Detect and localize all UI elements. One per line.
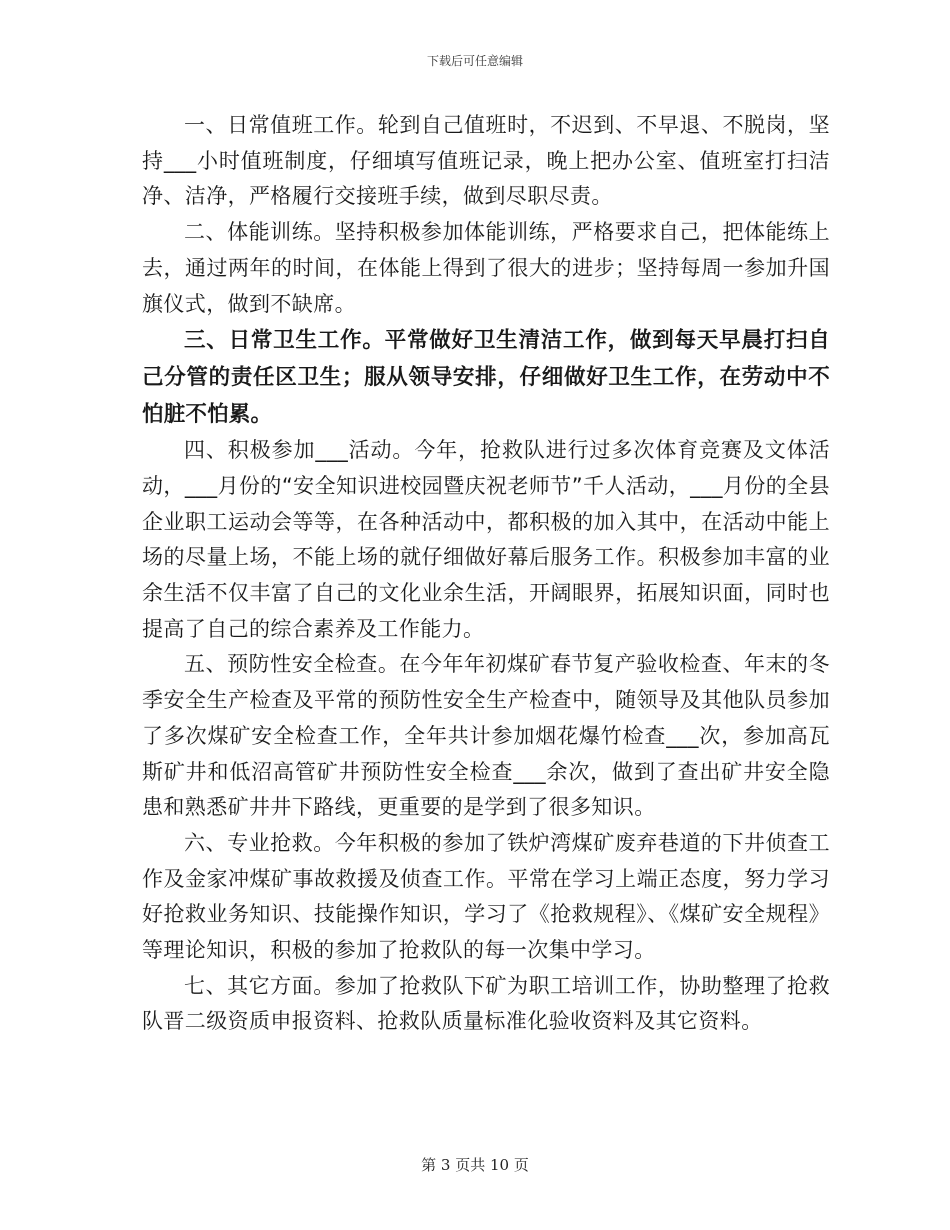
- document-body: [142, 108, 830, 1040]
- paragraph-other-aspects: 七、其它方面。参加了抢救队下矿为职工培训工作，协助整理了抢救队晋二级资质申报资料、抢救队质量标准化验收资料及其它资料。: [142, 973, 830, 1034]
- page-number: 第 3 页共 10 页: [421, 1156, 529, 1174]
- paragraph-safety-inspection: 五、预防性安全检查。在今年年初煤矿春节复产验收检查、年末的冬季安全生产检查及平常的预防性安全生产检查中，随领导及其他队员参加了多次煤矿安全检查工作，全年共计参加烟花爆竹检查___次，参加高瓦斯矿井和低沼高管矿井预防性安全检查___余次，做到了查出矿井安全隐患和熟悉矿井井下路线，更重要的是学到了很多知识。: [142, 652, 830, 820]
- paragraph-hygiene-work: 三、日常卫生工作。平常做好卫生清洁工作，做到每天早晨打扫自己分管的责任区卫生；服从领导安排，仔细做好卫生工作，在劳动中不怕脏不怕累。: [142, 328, 830, 428]
- page-header: 下载后可任意编辑: [426, 54, 523, 68]
- paragraph-professional-rescue: 六、专业抢救。今年积极的参加了铁炉湾煤矿废弃巷道的下井侦查工作及金家冲煤矿事故救援及侦查工作。平常在学习上端正态度，努力学习好抢救业务知识、技能操作知识，学习了《抢救规程》、《煤矿安全规程》等理论知识，积极的参加了抢救队的每一次集中学习。: [142, 830, 830, 963]
- paragraph-activities: 四、积极参加___活动。今年，抢救队进行过多次体育竞赛及文体活动，___月份的“安全知识进校园暨庆祝老师节”千人活动，___月份的全县企业职工运动会等等，在各种活动中，都积极的加入其中，在活动中能上场的尽量上场，不能上场的就仔细做好幕后服务工作。积极参加丰富的业余生活不仅丰富了自己的文化业余生活，开阔眼界，拓展知识面，同时也提高了自己的综合素养及工作能力。: [142, 438, 830, 641]
- paragraph-fitness-training: 二、体能训练。坚持积极参加体能训练，严格要求自己，把体能练上去，通过两年的时间，在体能上得到了很大的进步；坚持每周一参加升国旗仪式，做到不缺席。: [142, 220, 830, 316]
- paragraph-duty-work: 一、日常值班工作。轮到自己值班时，不迟到、不早退、不脱岗，坚持___小时值班制度，仔细填写值班记录，晚上把办公室、值班室打扫洁净、洁净，严格履行交接班手续，做到尽职尽责。: [142, 113, 830, 209]
